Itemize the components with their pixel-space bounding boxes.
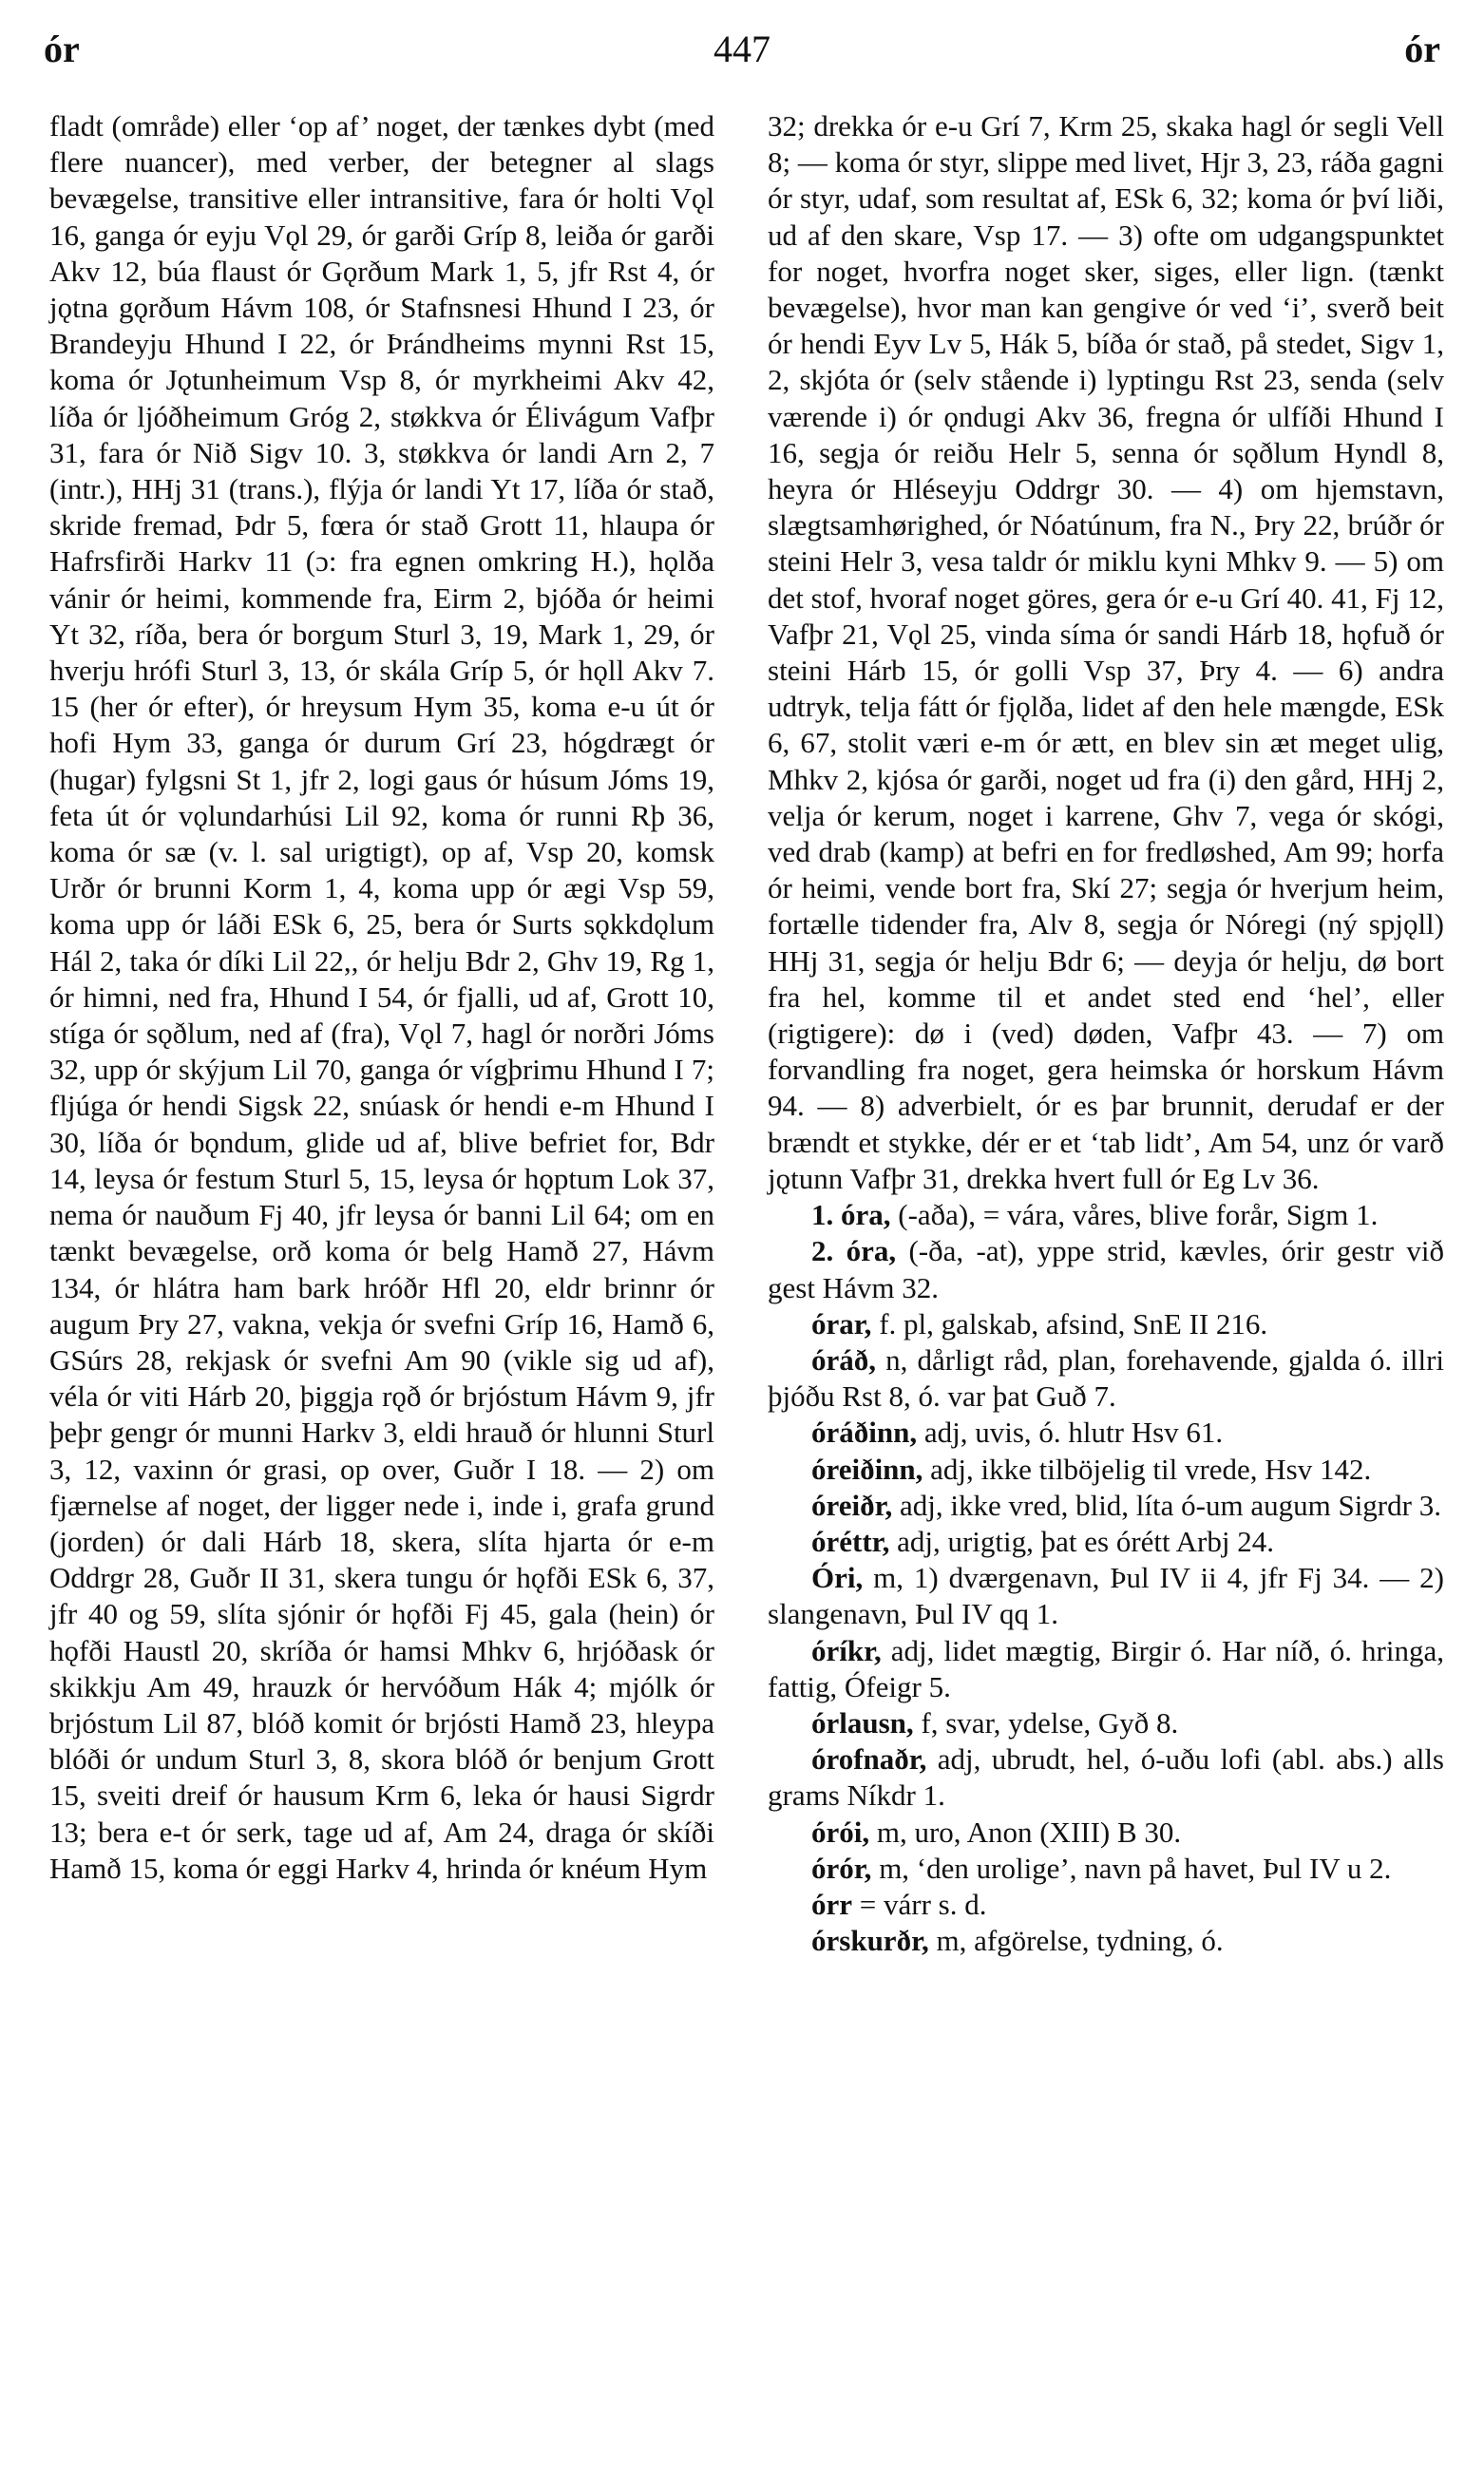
dictionary-entry — [768, 1815, 1444, 1851]
page-header — [0, 0, 1484, 76]
running-head-right: ór — [1404, 28, 1440, 70]
headword: órór, — [811, 1851, 872, 1885]
entry-text: f. pl, galskab, afsind, SnE II 216. — [879, 1306, 1268, 1341]
entry-text: f, svar, ydelse, Gyð 8. — [921, 1705, 1179, 1740]
entry-text: adj, ubrudt, hel, ó-uðu lofi (abl. abs.) alls grams Níkdr 1. — [768, 1742, 1444, 1813]
headword: óráðinn, — [811, 1416, 918, 1450]
dictionary-entry — [768, 1488, 1444, 1524]
headword: órlausn, — [811, 1705, 914, 1740]
entry-text: adj, lidet mægtig, Birgir ó. Har níð, ó. hringa, fattig, Ófeigr 5. — [768, 1633, 1444, 1703]
headword: órskurðr, — [811, 1924, 929, 1958]
dictionary-entry — [768, 1887, 1444, 1923]
headword: órar, — [811, 1306, 872, 1341]
dictionary-entry — [768, 1705, 1444, 1741]
headword: Óri, — [811, 1561, 864, 1595]
entry-text: n, dårligt råd, plan, forehavende, gjalda ó. illri þjóðu Rst 8, ó. var þat Guð 7. — [768, 1342, 1445, 1414]
dictionary-entry — [768, 1197, 1444, 1233]
dictionary-entry — [768, 1524, 1444, 1560]
dictionary-entry — [768, 1741, 1444, 1814]
dictionary-entry — [768, 1233, 1444, 1305]
dictionary-entry — [768, 1560, 1444, 1632]
headword: óreiðinn, — [811, 1452, 923, 1486]
entry-text: m, 1) dværgenavn, Þul IV ii 4, jfr Fj 34. — 2) slangenavn, Þul IV qq 1. — [768, 1561, 1444, 1631]
entry-text: (-aða), = vára, våres, blive forår, Sigm 1. — [898, 1198, 1379, 1232]
right-column — [768, 108, 1444, 1959]
headword: órói, — [811, 1815, 870, 1849]
entry-text: = várr s. d. — [859, 1887, 987, 1921]
dictionary-entry — [768, 1342, 1444, 1415]
dictionary-entry — [768, 1851, 1444, 1887]
left-column — [49, 108, 714, 1887]
headword: óréttr, — [811, 1524, 890, 1558]
dictionary-entry — [768, 1306, 1444, 1342]
headword: 2. óra, — [811, 1234, 897, 1268]
left-column-text: fladt (område) eller ‘op af’ noget, der tænkes dybt (med flere nuancer), med verber, der betegner al slags bevægelse, transitive eller intransitive, fara ór holti Vǫl 16, ganga ór eyju Vǫl 29, ór garði Gríp 8, leiða ór garði Akv 12, búa flaust ór Gǫrðum Mark 1, 5, jfr Rst 4, ór jǫtna gǫrðum Hávm 108, ór Stafnsnesi Hhund I 23, ór Brandeyju Hhund I 22, ór Þrándheims mynni Rst 15, koma ór Jǫtunheimum Vsp 8, ór myrkheimi Akv 42, líða ór ljóðheimum Gróg 2, støkkva ór Élivágum Vafþr 31, fara ór Nið Sigv 10. 3, støkkva ór landi Arn 2, 7 (intr.), HHj 31 (trans.), flýja ór landi Yt 17, líða ór stað, skride fremad, Þdr 5, fœra ór stað Grott 11, hlaupa ór Hafrsfirði Harkv 11 (ɔ: fra egnen omkring H.), hǫlða vánir ór heimi, kommende fra, Eirm 2, bjóða ór heimi Yt 32, ríða, bera ór borgum Sturl 3, 19, Mark 1, 29, ór hverju hrófi Sturl 3, 13, ór skála Gríp 5, ór hǫll Akv 7. 15 (her ór efter), ór hreysum Hym 35, koma e-u út ór hofi Hym 33, ganga ór durum Grí 23, hógdrægt ór (hugar) fylgsni St 1, jfr 2, logi gaus ór húsum Jóms 19, feta út ór vǫlundarhúsi Lil 92, koma ór runni Rþ 36, koma ór sæ (v. l. sal urigtigt), op af, Vsp 20, komsk Urðr ór brunni Korm 1, 4, koma upp ór ægi Vsp 59, koma upp ór láði ESk 6, 25, bera ór Surts sǫkkdǫlum Hál 2, taka ór díki Lil 22,, ór helju Bdr 2, Ghv 19, Rg 1, ór himni, ned fra, Hhund I 54, ór fjalli, ud af, Grott 10, stíga ór sǫðlum, ned af (fra), Vǫl 7, hagl ór norðri Jóms 32, upp ór skýjum Lil 70, ganga ór vígþrimu Hhund I 7; fljúga ór hendi Sigsk 22, snúask ór hendi e-m Hhund I 30, líða ór bǫndum, glide ud af, blive befriet for, Bdr 14, leysa ór festum Sturl 5, 15, leysa ór hǫptum Lok 37, nema ór nauðum Fj 40, jfr leysa ór banni Lil 64; om en tænkt bevægelse, orð koma ór belg Hamð 27, Hávm 134, ór hlátra ham bark hróðr Hfl 20, eldr brinnr ór augum Þry 27, vakna, vekja ór svefni Gríp 16, Hamð 6, GSúrs 28, rekjask ór svefni Am 90 (vikle sig ud af), véla ór viti Hárb 20, þiggja rǫð ór brjóstum Hávm 9, jfr þeþr gengr ór munni Harkv 3, eldi hrauð ór hlunni Sturl 3, 12, vaxinn ór grasi, op over, Guðr I 18. — 2) om fjærnelse af noget, der ligger nede i, inde i, grafa grund (jorden) ór dali Hárb 18, skera, slíta hjarta ór e-m Oddrgr 28, Guðr II 31, skera tungu ór hǫfði ESk 6, 37, jfr 40 og 59, slíta sjónir ór hǫfði Fj 45, gala (hein) ór hǫfði Haustl 20, skríða ór hamsi Mhkv 6, hrjóðask ór skikkju Am 49, hrauzk ór hervóðum Hák 4; mjólk ór brjóstum Lil 87, blóð komit ór brjósti Hamð 23, hleypa blóði ór undum Sturl 3, 8, skora blóð ór benjum Grott 15, sveiti dreif ór hausum Krm 6, leka ór hausi Sigrdr 13; bera e-t ór serk, tage ud af, Am 24, draga ór skíði Hamð 15, koma ór eggi Harkv 4, hrinda ór knéum Hym — [49, 109, 714, 1885]
headword: óríkr, — [811, 1633, 882, 1667]
right-column-text: 32; drekka ór e-u Grí 7, Krm 25, skaka hagl ór segli Vell 8; — koma ór styr, slippe med livet, Hjr 3, 23, ráða gagni ór styr, udaf, som resultat af, ESk 6, 32; koma ór því liði, ud af den skare, Vsp 17. — 3) ofte om udgangspunktet for noget, hvorfra noget sker, siges, eller lign. (tænkt bevægelse), hvor man kan gengive ór ved ‘i’, sverð beit ór hendi Eyv Lv 5, Hák 5, bíða ór stað, på stedet, Sigv 1, 2, skjóta ór (selv stående i) lyptingu Rst 23, senda (selv værende i) ór ǫndugi Akv 36, fregna ór ulfíði Hhund I 16, segja ór reiðu Helr 5, senna ór sǫðlum Hyndl 8, heyra ór Hléseyju Oddrgr 30. — 4) om hjemstavn, slægtsamhørighed, ór Nóatúnum, fra N., Þry 22, brúðr ór steini Helr 3, vesa taldr ór miklu kyni Mhkv 9. — 5) om det stof, hvoraf noget göres, gera ór e-u Grí 40. 41, Fj 12, Vafþr 21, Vǫl 25, vinda síma ór sandi Hárb 18, hǫfuð ór steini Hárb 15, ór golli Vsp 37, Þry 4. — 6) andra udtryk, telja fátt ór fjǫlða, lidet af den hele mængde, ESk 6, 67, stolit væri e-m ór ætt, en blev sin æt meget ulig, Mhkv 2, kjósa ór garði, noget ud fra (i) den gård, HHj 2, velja ór kerum, noget i karrene, Ghv 7, vega ór skógi, ved drab (kamp) at befri en for fredløshed, Am 99; horfa ór heimi, vende bort fra, Skí 27; segja ór hverjum heim, fortælle tidender fra, Alv 8, segja ór Nóregi (ný spjǫll) HHj 31, segja ór helju Bdr 6; — deyja ór helju, dø bort fra hel, komme til et andet sted end ‘hel’, eller (rigtigere): dø i (ved) døden, Vafþr 43. — 7) om forvandling fra noget, gera heimska ór horskum Hávm 94. — 8) adverbielt, ór es þar brunnit, derudaf er der brændt et stykke, dér er et ‘tab lidt’, Am 54, unz ór varð jǫtunn Vafþr 31, drekka hvert full ór Eg Lv 36. — [768, 109, 1444, 1195]
entry-text: adj, urigtig, þat es órétt Arbj 24. — [897, 1524, 1274, 1558]
entry-text: adj, ikke tilböjelig til vrede, Hsv 142. — [930, 1452, 1372, 1486]
dictionary-entry — [768, 1923, 1444, 1959]
entry-text: m, afgörelse, tydning, ó. — [936, 1924, 1224, 1958]
headword: órofnaðr, — [811, 1742, 927, 1777]
entry-text: (-ða, -at), yppe strid, kævles, órir gestr við gest Hávm 32. — [768, 1234, 1445, 1304]
entry-text: m, uro, Anon (XIII) B 30. — [876, 1815, 1182, 1849]
dictionary-entry — [768, 1415, 1444, 1451]
entry-text: m, ‘den urolige’, navn på havet, Þul IV u 2. — [879, 1851, 1392, 1885]
headword: óráð, — [811, 1342, 877, 1377]
entry-text: adj, ikke vred, blid, líta ó-um augum Sigrdr 3. — [900, 1488, 1441, 1522]
headword: órr — [811, 1887, 853, 1921]
headword: 1. óra, — [811, 1198, 891, 1232]
headword: óreiðr, — [811, 1488, 893, 1522]
dictionary-entry — [768, 1452, 1444, 1488]
page-number: 447 — [713, 28, 771, 70]
entry-text: adj, uvis, ó. hlutr Hsv 61. — [923, 1416, 1224, 1450]
dictionary-entry — [768, 1633, 1444, 1705]
running-head-left: ór — [44, 28, 80, 70]
